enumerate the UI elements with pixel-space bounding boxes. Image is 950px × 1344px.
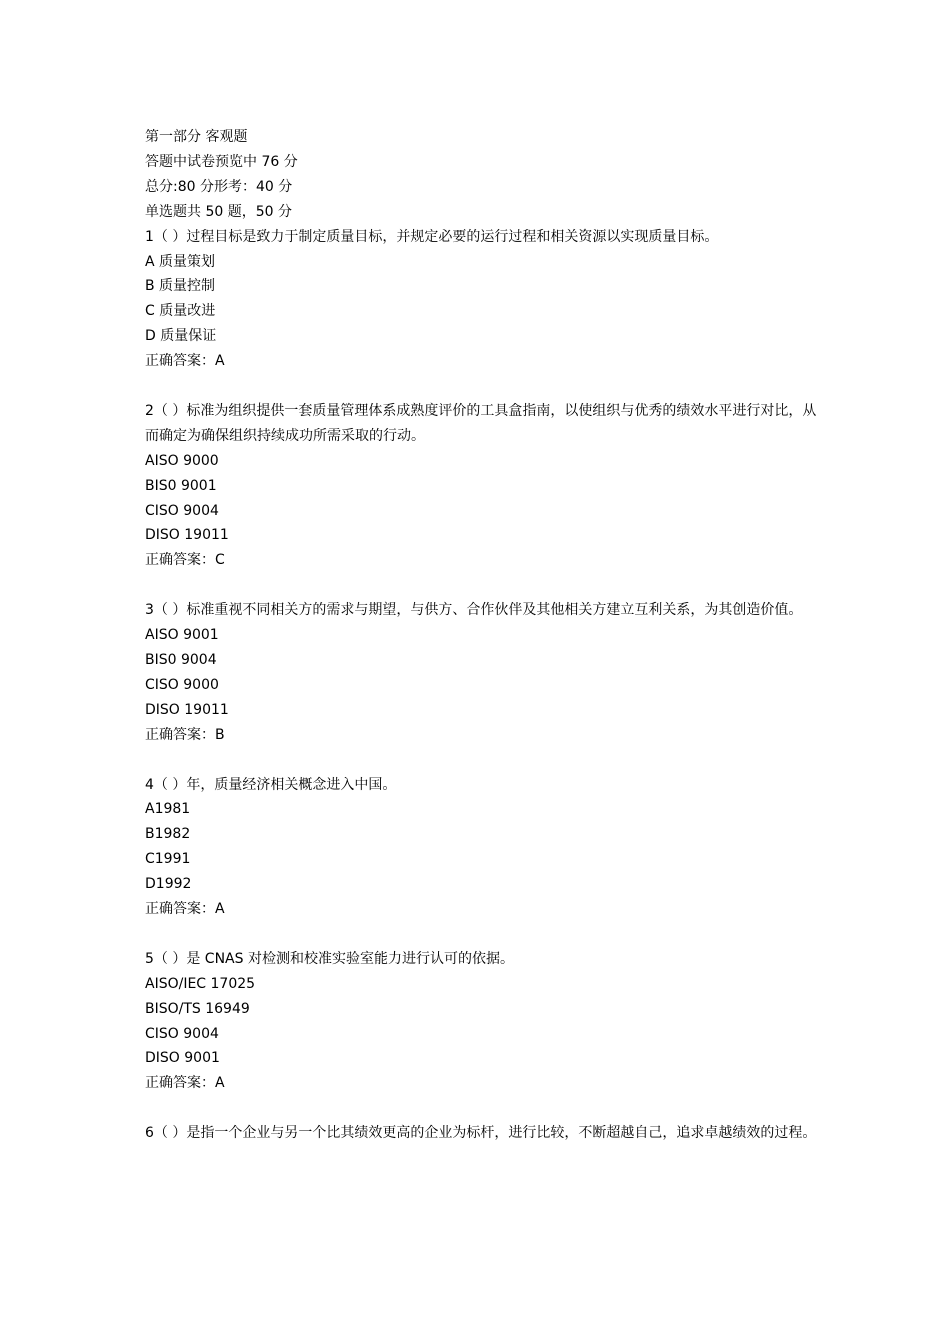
correct-answer: 正确答案：C xyxy=(145,552,225,569)
option-b: B1982 xyxy=(145,826,191,843)
option-d: DISO 19011 xyxy=(145,527,229,544)
correct-answer: 正确答案：A xyxy=(145,901,225,918)
question-2 xyxy=(145,399,825,573)
option-c: CISO 9004 xyxy=(145,1025,219,1042)
option-b: BIS0 9001 xyxy=(145,477,217,494)
option-c: CISO 9000 xyxy=(145,676,219,693)
document-page xyxy=(145,125,825,1146)
question-stem: 3（ ）标准重视不同相关方的需求与期望，与供方、合作伙伴及其他相关方建立互利关系，为其创造价值。 xyxy=(145,602,803,619)
option-d: DISO 19011 xyxy=(145,701,229,718)
question-1 xyxy=(145,225,825,374)
question-stem: 4（ ）年，质量经济相关概念进入中国。 xyxy=(145,776,397,793)
total-score: 总分:80 分形考：40 分 xyxy=(145,178,293,195)
option-b: BIS0 9004 xyxy=(145,652,217,668)
correct-answer: 正确答案：A xyxy=(145,1075,225,1092)
option-a: A 质量策划 xyxy=(145,253,216,270)
question-5 xyxy=(145,947,825,1096)
option-b: B 质量控制 xyxy=(145,278,216,295)
question-4 xyxy=(145,773,825,922)
option-d: D1992 xyxy=(145,876,192,893)
option-b: BISO/TS 16949 xyxy=(145,1000,250,1017)
question-6 xyxy=(145,1121,825,1146)
question-3 xyxy=(145,598,825,747)
question-stem: 2（ ）标准为组织提供一套质量管理体系成熟度评价的工具盒指南，以使组织与优秀的绩效水平进行对比，从而确定为确保组织持续成功所需采取的行动。 xyxy=(145,402,817,444)
question-stem: 5（ ）是 CNAS 对检测和校准实验室能力进行认可的依据。 xyxy=(145,950,514,967)
option-d: D 质量保证 xyxy=(145,328,217,345)
correct-answer: 正确答案：B xyxy=(145,726,225,743)
option-a: AISO 9000 xyxy=(145,452,219,469)
preview-score: 答题中试卷预览中 76 分 xyxy=(145,153,298,170)
option-a: AISO/IEC 17025 xyxy=(145,975,256,992)
question-stem: 1（ ）过程目标是致力于制定质量目标，并规定必要的运行过程和相关资源以实现质量目标。 xyxy=(145,228,719,245)
option-c: CISO 9004 xyxy=(145,502,219,519)
option-a: AISO 9001 xyxy=(145,627,219,644)
option-a: A1981 xyxy=(145,801,191,818)
option-d: DISO 9001 xyxy=(145,1050,220,1067)
question-stem: 6（ ）是指一个企业与另一个比其绩效更高的企业为标杆，进行比较，不断超越自己，追求卓越绩效的过程。 xyxy=(145,1125,817,1142)
section-title: 第一部分 客观题 xyxy=(145,129,248,145)
option-c: C 质量改进 xyxy=(145,303,216,320)
correct-answer: 正确答案：A xyxy=(145,353,225,370)
single-choice-summary: 单选题共 50 题，50 分 xyxy=(145,203,292,220)
option-c: C1991 xyxy=(145,851,191,868)
